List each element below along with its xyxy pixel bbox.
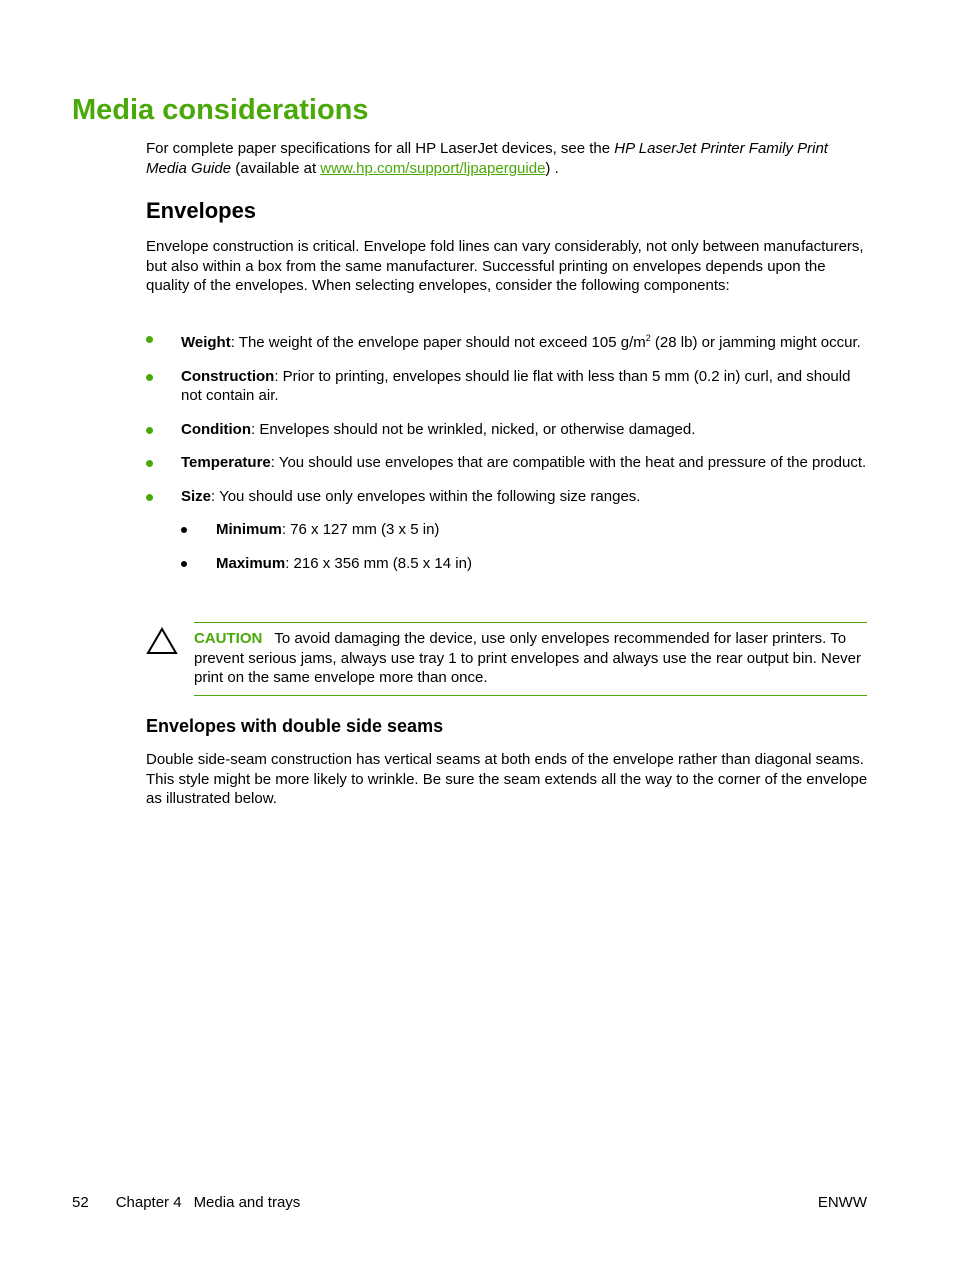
sub-bullet-icon: [181, 561, 187, 567]
caution-text: To avoid damaging the device, use only envelopes recommended for laser printers. To prevent serious jams, always use tray 1 to print envelopes and always use the rear output bin. Never print on the same envelope more than once.: [194, 630, 862, 686]
maximum-text: : 216 x 356 mm (8.5 x 14 in): [285, 554, 472, 572]
intro-paragraph: [146, 139, 868, 178]
weight-text: : The weight of the envelope paper should not exceed 105 g/m: [230, 334, 646, 351]
term-weight: Weight: [181, 334, 231, 351]
bullet-icon: [146, 494, 153, 501]
footer-right: ENWW: [817, 1194, 867, 1211]
bullet-icon: [146, 336, 153, 343]
caution-label: CAUTION: [194, 630, 263, 647]
warning-triangle-icon: [146, 627, 178, 655]
size-text: : You should use only envelopes within the following size ranges.: [211, 487, 641, 505]
double-seams-heading: Envelopes with double side seams: [146, 716, 444, 736]
intro-text-3: ) .: [545, 159, 559, 177]
term-construction: Construction: [181, 367, 275, 385]
guide-title: HP LaserJet Printer Family Print Media Guide: [146, 140, 828, 177]
list-item-minimum: [181, 520, 868, 540]
list-item-maximum: [181, 554, 868, 574]
list-item-construction: [146, 367, 868, 406]
envelope-criteria-list: [146, 329, 868, 587]
superscript: 2: [645, 333, 651, 343]
term-temperature: Temperature: [181, 454, 271, 471]
intro-text-2: (available at: [231, 159, 321, 177]
term-minimum: Minimum: [216, 521, 282, 538]
condition-text: : Envelopes should not be wrinkled, nicked, or otherwise damaged.: [250, 420, 696, 438]
double-seams-paragraph: Double side-seam construction has vertical seams at both ends of the envelope rather than diagonal seams. This style might be more likely to wrinkle. Be sure the seam extends all the way to the corner of the envelope as illustrated below.: [146, 751, 868, 807]
chapter-label: Chapter 4: [115, 1194, 182, 1211]
weight-text-after: (28 lb) or jamming might occur.: [650, 334, 861, 351]
term-maximum: Maximum: [216, 554, 286, 572]
footer-left: [72, 1193, 300, 1213]
minimum-text: : 76 x 127 mm (3 x 5 in): [281, 521, 440, 538]
chapter-title: Media and trays: [193, 1194, 301, 1211]
list-item-condition: [146, 420, 868, 440]
page-number: 52: [72, 1194, 89, 1211]
term-condition: Condition: [181, 420, 251, 438]
bullet-icon: [146, 427, 153, 434]
sub-bullet-icon: [181, 527, 187, 533]
construction-text: : Prior to printing, envelopes should lie flat with less than 5 mm (0.2 in) curl, and should not contain air.: [181, 367, 851, 404]
temperature-text: : You should use envelopes that are compatible with the heat and pressure of the product.: [270, 454, 867, 471]
paper-guide-link[interactable]: www.hp.com/support/ljpaperguide: [320, 159, 546, 177]
size-range-list: [181, 520, 868, 573]
envelopes-paragraph: Envelope construction is critical. Envelope fold lines can vary considerably, not only between manufacturers, but also within a box from the same manufacturer. Successful printing on envelopes depends upon the quality of the envelopes. When selecting envelopes, consider the following components:: [146, 238, 864, 294]
list-item-weight: [146, 329, 868, 353]
list-item-size: [146, 487, 868, 574]
envelopes-heading: Envelopes: [146, 198, 257, 223]
bullet-icon: [146, 374, 153, 381]
bullet-icon: [146, 460, 153, 467]
page-title: Media considerations: [72, 94, 369, 126]
term-size: Size: [181, 487, 212, 505]
caution-note: [194, 622, 867, 696]
intro-text-1: For complete paper specifications for all HP LaserJet devices, see the: [146, 140, 615, 157]
list-item-temperature: [146, 453, 868, 473]
